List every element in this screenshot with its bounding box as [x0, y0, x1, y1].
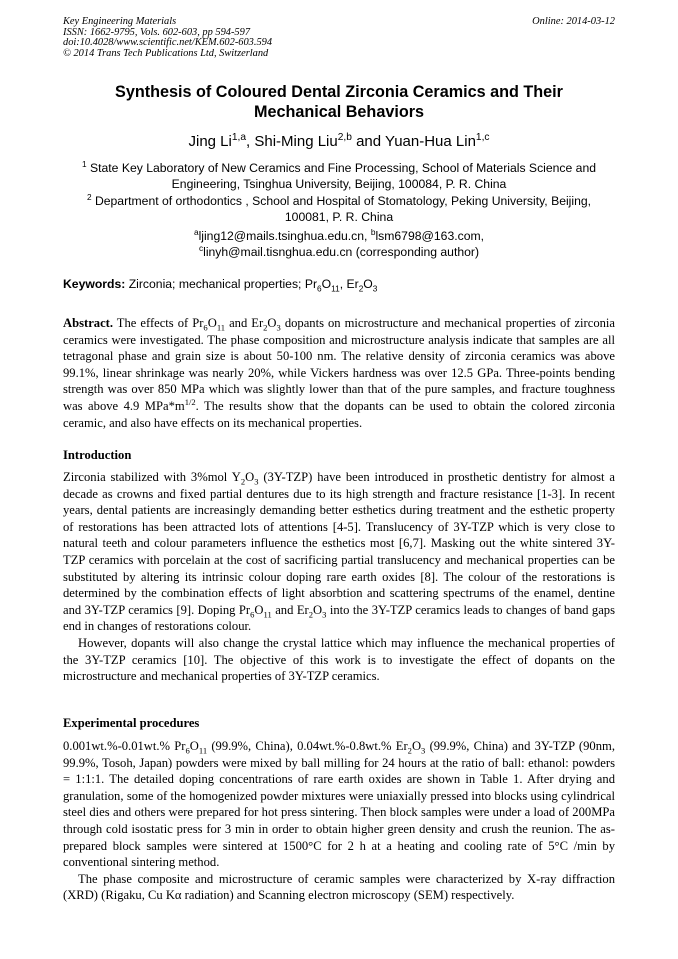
introduction-heading: Introduction: [63, 448, 132, 462]
email-b[interactable]: lsm6798@163.com,: [375, 229, 485, 243]
abs-sub: 6: [203, 322, 208, 333]
experimental-body: [63, 738, 615, 904]
exp-text: (99.9%, China), 0.04wt.%-0.8wt.% Er: [211, 739, 408, 753]
intro-text: O: [245, 470, 255, 484]
intro-paragraph-2: However, dopants will also change the crystal lattice which may influence the mechanical properties of the 3Y-TZP ceramics [10]. The objective of this work is to investigate the effect of dopants on the microstructure and mechanical properties of 3Y-TZP ceramics.: [63, 635, 615, 684]
abstract-text: The effects of Pr: [116, 316, 204, 330]
exp-text: O: [189, 739, 199, 753]
aff2-number: 2: [86, 191, 92, 202]
kw-sub: 6: [317, 283, 322, 294]
doi: doi:10.4028/www.scientific.net/KEM.602-603.594: [63, 37, 273, 49]
exp-sub: 3: [421, 745, 426, 756]
title-line-2: Mechanical Behaviors: [253, 103, 425, 121]
abstract: [63, 315, 615, 431]
author-2: Shi-Ming Liu: [254, 133, 338, 150]
author-3: Yuan-Hua Lin: [385, 133, 476, 150]
kw-sub: 3: [372, 283, 378, 294]
exp-text: O: [411, 739, 422, 753]
keywords-label: Keywords:: [63, 277, 126, 291]
aff2-line-1: Department of orthodontics , School and Hospital of Stomatology, Peking University, Beijing,: [94, 194, 592, 208]
kw-text: , Er: [339, 277, 359, 291]
copyright: © 2014 Trans Tech Publications Ltd, Switzerland: [63, 47, 269, 59]
abs-text: and Er: [229, 316, 264, 330]
journal-name: Key Engineering Materials: [63, 16, 177, 27]
abs-sub: 2: [263, 322, 268, 333]
author-1: Jing Li: [188, 133, 232, 150]
abs-text: dopants on microstructure and mechanical properties of zirconia ceramics were investigated. The phase composition and microstructure analysis indicate that samples are all tetragonal phase and grain size is about 50-100 nm. The relative density of zirconia ceramics was above 99.1%, linear shrinkage was nearly 20%, while Vickers hardness was over 12.5 GPa. Three-points bending strength was over 850 MPa which was slightly lower than that of the pure samples, and fracture toughness was above 4.9 MPa*m: [63, 316, 616, 413]
exp-sub: 2: [407, 745, 412, 756]
aff1-line-1: State Key Laboratory of New Ceramics and Fine Processing, School of Materials Science and: [89, 161, 597, 175]
exp-sub: 6: [185, 745, 190, 756]
email-c-sup: c: [198, 243, 204, 254]
experimental-paragraph-2: The phase composite and microstructure of ceramic samples were characterized by X-ray diffraction (XRD) (Rigaku, Cu Kα radiation) and Scanning electron microscopy (SEM) respectively.: [63, 871, 615, 903]
email-a[interactable]: ljing12@mails.tsinghua.edu.cn,: [198, 229, 368, 243]
intro-text: O: [254, 602, 264, 617]
intro-sub: 3: [254, 476, 259, 487]
email-b-sup: b: [370, 226, 376, 237]
intro-sub: 11: [263, 609, 272, 620]
paper-title: [63, 82, 615, 122]
author-3-sup: 1,c: [475, 132, 490, 143]
email-c[interactable]: linyh@mail.tisnghua.edu.cn (corresponding author): [203, 245, 480, 260]
intro-sub: 2: [308, 609, 313, 620]
author-list: Jing Li$^{1,a}$, Shi-Ming Liu$^{2,b}$ and Yuan-Hua Lin$^{1,c}$: [188, 132, 490, 150]
exp-text: 0.001wt.%-0.01wt.% Pr: [63, 739, 186, 753]
intro-sub: 6: [250, 609, 255, 620]
kw-text: O: [321, 277, 332, 291]
title-line-1: Synthesis of Coloured Dental Zirconia Ceramics and Their: [115, 83, 563, 101]
experimental-heading: Experimental procedures: [63, 716, 200, 730]
exp-sub: 11: [198, 745, 208, 756]
online-date: Online: 2014-03-12: [532, 16, 615, 27]
intro-sub: 3: [322, 609, 327, 620]
introduction-body: [63, 469, 615, 685]
affiliation-2: [63, 193, 615, 226]
intro-text: Zirconia stabilized with 3%mol Y: [63, 470, 241, 484]
abs-sub: 3: [276, 322, 281, 333]
emails: [63, 228, 615, 261]
aff1-number: 1: [81, 158, 87, 169]
abstract-label: Abstract.: [63, 316, 114, 330]
intro-sub: 2: [240, 476, 246, 487]
kw-text: O: [363, 277, 373, 291]
email-a-sup: a: [193, 226, 199, 237]
abs-sup: 1/2: [184, 396, 196, 407]
abs-text: O: [267, 316, 277, 330]
abs-text: . The results show that the dopants can be used to obtain the colored zirconia ceramic, and also have effects on its mechanical properties.: [63, 398, 615, 430]
exp-text: (99.9%, China) and 3Y-TZP (90nm, 99.9%, Tosoh, Japan) powders were mixed by ball milling for 24 hours at the ratio of ball: ethanol: powders = 1:1:1. The detailed doping concentrations of rare earth oxides are shown in Table 1. After drying and granulation, some of the homogenized powder mixtures were uniaxially pressed into blocks using cylindrical steel dies and others were prepared for hot press sintering. Then block samples were under a load of 200MPa through cold isostatic press for 3 min in order to obtain higher green density and crush the reunion. The as-prepared block samples were sintered at 1500°C for 2 h at a heating and cooling rate of 5°C /min by conventional sintering method.: [63, 739, 615, 870]
abs-text: O: [207, 316, 217, 330]
issn: ISSN: 1662-9795, Vols. 602-603, pp 594-597: [63, 26, 251, 38]
keywords: [63, 276, 615, 292]
author-and: and: [356, 133, 382, 150]
aff2-line-2: 100081, P. R. China: [284, 210, 394, 225]
journal-header: [63, 17, 615, 59]
intro-text: (3Y-TZP) have been introduced in prosthetic dentistry for almost a decade as crowns and fixed partial dentures due to its high strength and fracture resistance [1-3]. In recent years, dental patients are increasingly demanding better esthetics during treatment and the esthetic property of restorations has been attracted lots of attentions [4-5]. Translucency of 3Y-TZP which is very close to natural teeth and colour parameters influence the esthetics most [6,7]. Masking out the white sintered 3Y-TZP ceramics with porcelain at the cost of sacrificing partial translucency and mechanical properties can be substituted by altering its intrinsic colour doping rare earth oxides [8]. The colour of the restorations is determined by the combination effects of light absorbtion and scattering spectrums of the enamel, dentine and 3Y-TZP ceramics [9]. Doping Pr: [63, 470, 615, 617]
keywords-text: Zirconia; mechanical properties; Pr: [128, 277, 318, 291]
intro-text: O: [313, 602, 323, 617]
kw-sub: 11: [331, 283, 340, 294]
abs-sub: 11: [216, 322, 226, 333]
kw-sub: 2: [358, 283, 364, 294]
affiliation-1: [63, 160, 615, 193]
intro-text: into the 3Y-TZP ceramics leads to changes of band gaps end in changes of restorations colour.: [63, 602, 616, 634]
author-2-sup: 2,b: [337, 132, 352, 143]
author-1-sup: 1,a: [231, 132, 247, 143]
intro-text: and Er: [275, 602, 309, 617]
aff1-line-2: Engineering, Tsinghua University, Beijing, 100084, P. R. China: [171, 177, 507, 192]
